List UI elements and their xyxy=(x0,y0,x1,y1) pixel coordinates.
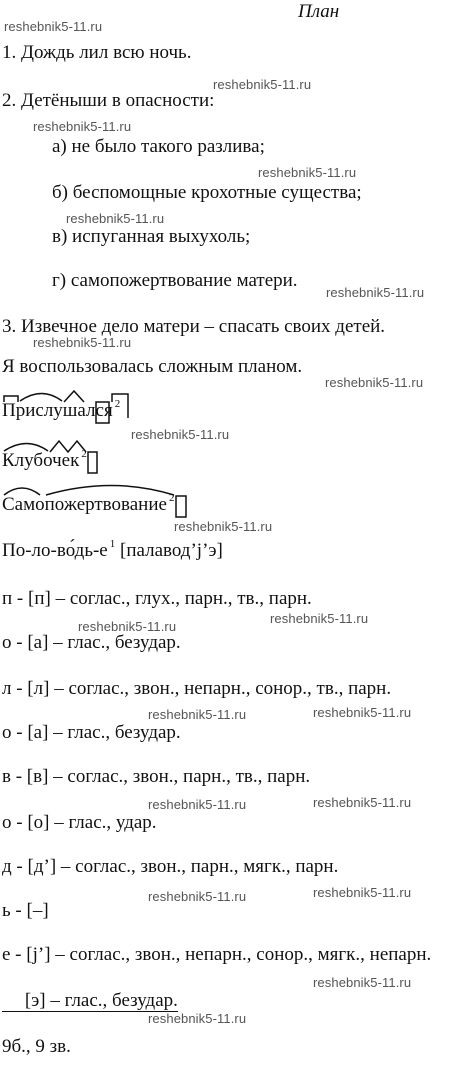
watermark: reshebnik5-11.ru xyxy=(148,707,247,722)
phonetic-line: л - [л] – соглас., звон., непарн., сонор., тв., парн. xyxy=(2,678,392,699)
plan-item-2: 2. Детёныши в опасности: xyxy=(2,90,215,111)
phonetic-line-underlined xyxy=(2,990,178,1012)
morpheme-marks-3 xyxy=(2,482,192,528)
morpheme-word-3-number: 2 xyxy=(168,492,175,504)
phonetic-header xyxy=(2,540,223,562)
page-title: План xyxy=(298,1,340,22)
watermark: reshebnik5-11.ru xyxy=(131,427,230,442)
watermark: reshebnik5-11.ru xyxy=(313,885,412,900)
watermark: reshebnik5-11.ru xyxy=(313,975,412,990)
phonetic-line: ь - [–] xyxy=(2,900,49,921)
morpheme-word-1-text: Прислушался xyxy=(2,400,113,421)
phonetic-line: е - [j’] – соглас., звон., непарн., сонор., мягк., непарн. xyxy=(2,944,432,965)
morpheme-marks-2 xyxy=(2,438,102,484)
phonetic-transcription: [палавод’j’э] xyxy=(120,540,223,561)
watermark: reshebnik5-11.ru xyxy=(270,611,369,626)
watermark: reshebnik5-11.ru xyxy=(66,211,165,226)
plan-subitem-b: б) беспомощные крохотные существа; xyxy=(52,182,362,203)
morpheme-word-2-text: Клубочек xyxy=(2,450,80,471)
plan-note: Я воспользовалась сложным планом. xyxy=(2,356,303,377)
watermark: reshebnik5-11.ru xyxy=(33,335,132,350)
plan-subitem-c: в) испуганная выхухоль; xyxy=(52,226,251,247)
plan-item-1: 1. Дождь лил всю ночь. xyxy=(2,42,192,63)
watermark: reshebnik5-11.ru xyxy=(78,619,177,634)
phonetic-line: п - [п] – соглас., глух., парн., тв., парн. xyxy=(2,588,312,609)
morpheme-marks-1 xyxy=(2,388,132,434)
morpheme-word-2 xyxy=(2,438,87,472)
phonetic-word: По-ло-во́дь-е xyxy=(2,540,108,561)
plan-item-3: 3. Извечное дело матери – спасать своих детей. xyxy=(2,316,386,337)
watermark: reshebnik5-11.ru xyxy=(213,77,312,92)
phonetic-line: о - [о] – глас., удар. xyxy=(2,812,157,833)
phonetic-word-number: 1 xyxy=(109,538,116,550)
phonetic-line: о - [а] – глас., безудар. xyxy=(2,632,181,653)
watermark: reshebnik5-11.ru xyxy=(174,519,273,534)
morpheme-word-1-number: 2 xyxy=(114,398,121,410)
morpheme-word-3 xyxy=(2,482,174,516)
watermark: reshebnik5-11.ru xyxy=(326,285,425,300)
phonetic-line-last: [э] – глас., безудар. xyxy=(2,990,178,1012)
phonetic-line: д - [д’] – соглас., звон., парн., мягк., парн. xyxy=(2,856,339,877)
watermark: reshebnik5-11.ru xyxy=(148,889,247,904)
watermark: reshebnik5-11.ru xyxy=(148,797,247,812)
phonetic-line: в - [в] – соглас., звон., парн., тв., парн. xyxy=(2,766,311,787)
watermark: reshebnik5-11.ru xyxy=(33,119,132,134)
watermark: reshebnik5-11.ru xyxy=(148,1011,247,1026)
morpheme-word-2-number: 2 xyxy=(81,448,87,460)
watermark: reshebnik5-11.ru xyxy=(325,375,424,390)
plan-subitem-a: а) не было такого разлива; xyxy=(52,136,265,157)
plan-subitem-d: г) самопожертвование матери. xyxy=(52,270,298,291)
watermark: reshebnik5-11.ru xyxy=(258,165,357,180)
phonetic-line: о - [а] – глас., безудар. xyxy=(2,722,181,743)
morpheme-word-1 xyxy=(2,388,120,422)
phonetic-summary: 9б., 9 зв. xyxy=(2,1036,71,1057)
watermark: reshebnik5-11.ru xyxy=(313,795,412,810)
watermark: reshebnik5-11.ru xyxy=(313,705,412,720)
morpheme-word-3-text: Самопожертвование xyxy=(2,494,167,515)
watermark: reshebnik5-11.ru xyxy=(4,19,103,34)
